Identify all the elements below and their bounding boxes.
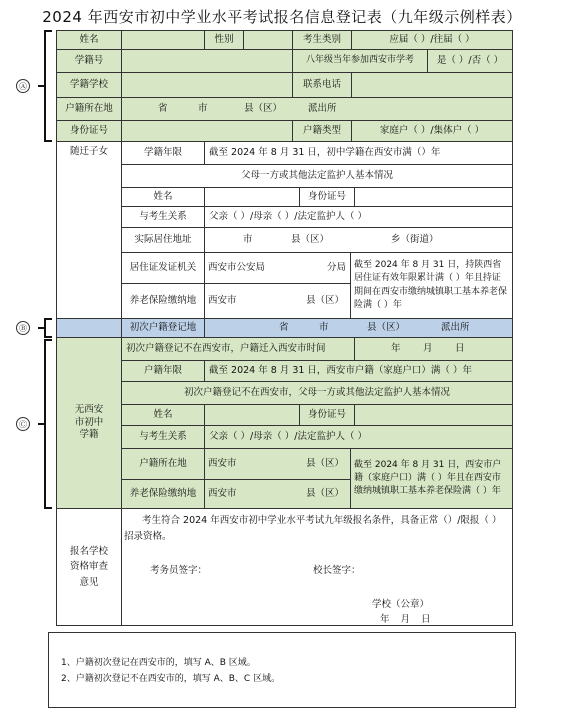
section-c-marker: Ⓒ — [16, 417, 30, 431]
migrant-parent-id-field[interactable] — [354, 187, 513, 207]
migrant-relation-field[interactable]: 父亲（ ）/母亲（ ）/法定监护人（ ） — [204, 206, 513, 228]
school-label: 学籍学校 — [56, 72, 122, 98]
c-parent-name-field[interactable] — [204, 404, 300, 426]
first-reg-county: 县（区） — [367, 321, 406, 333]
hukou-police: 派出所 — [308, 102, 337, 114]
section-b-marker: Ⓑ — [16, 321, 30, 335]
principal-signature-label: 校长签字： — [313, 565, 361, 576]
migrant-side-label: 随迁子女 — [56, 141, 122, 319]
instruction-line-2: 2、户籍初次登记不在西安市的，填写 A、B、C 区域。 — [61, 674, 281, 685]
c-parent-name-label: 姓名 — [121, 404, 205, 426]
name-field[interactable] — [121, 30, 205, 50]
c-combined-note: 截至 2024 年 8 月 31 日，西安市户籍（家庭户口）满（ ）年且在西安市缴纳城镇职工基本养老保险满（ ）年 — [350, 448, 513, 509]
c-pension-field[interactable] — [204, 479, 351, 509]
c-years-field[interactable]: 截至 2024 年 8 月 31 日，西安市户籍（家庭户口）满（ ）年 — [204, 360, 513, 382]
section-b-brace — [44, 318, 52, 338]
first-reg-time-label: 初次户籍登记不在西安市，户籍迁入西安市时间 — [121, 337, 355, 361]
c-pension-city: 西安市 — [208, 487, 237, 499]
hukou-city: 市 — [198, 102, 208, 114]
hukou-type-label: 户籍类型 — [292, 120, 352, 142]
hukou-type-field[interactable]: 家庭户（ ）/集体户（ ） — [351, 120, 513, 142]
c-parent-id-label: 身份证号 — [299, 404, 355, 426]
first-reg-month: 月 — [423, 342, 433, 354]
migrant-pension-county: 县（区） — [305, 294, 344, 306]
phone-field[interactable] — [351, 72, 513, 98]
instructions-box — [48, 632, 516, 708]
hukou-province: 省 — [158, 102, 168, 114]
permit-note: 截至 2024 年 8 月 31 日，持陕西省居住证有效年限累计满（ ）年且持证期间在西安市缴纳城镇职工基本养老保险满（ ）年 — [350, 252, 513, 319]
name-label: 姓名 — [56, 30, 122, 50]
c-relation-label: 与考生关系 — [121, 425, 205, 449]
residence-county: 县（区） — [291, 233, 330, 245]
migrant-parent-name-field[interactable] — [204, 187, 300, 207]
c-pension-county: 县（区） — [305, 487, 344, 499]
student-id-field[interactable] — [121, 49, 293, 73]
school-stamp-label: 学校（公章） — [372, 599, 430, 610]
permit-branch: 分局 — [326, 261, 346, 273]
c-parent-id-field[interactable] — [354, 404, 513, 426]
form-title: 2024 年西安市初中学业水平考试报名信息登记表（九年级示例样表） — [42, 8, 522, 26]
section-c-brace — [44, 339, 52, 509]
migrant-parent-id-label: 身份证号 — [299, 187, 355, 207]
first-reg-label: 初次户籍登记地 — [121, 318, 205, 338]
first-reg-time-field[interactable] — [354, 337, 513, 361]
section-c-side-label: 无西安市初中学籍 — [56, 337, 122, 509]
c-relation-field[interactable]: 父亲（ ）/母亲（ ）/法定监护人（ ） — [204, 425, 513, 449]
exam-type-field[interactable]: 应届（ ）/往届（ ） — [351, 30, 513, 50]
school-field[interactable] — [121, 72, 293, 98]
c-hukou-field[interactable] — [204, 448, 351, 480]
examiner-signature-label: 考务员签字： — [150, 565, 208, 576]
first-reg-police: 派出所 — [441, 321, 470, 333]
first-reg-year: 年 — [391, 342, 401, 354]
migrant-parent-name-label: 姓名 — [121, 187, 205, 207]
migrant-parent-header: 父母一方或其他法定监护人基本情况 — [121, 164, 513, 188]
migrant-years-label: 学籍年限 — [121, 141, 205, 165]
c-years-label: 户籍年限 — [121, 360, 205, 382]
residence-city: 市 — [243, 233, 253, 245]
section-a-brace-notch — [38, 85, 44, 87]
residence-label: 实际居住地址 — [121, 227, 205, 253]
hukou-county: 县（区） — [244, 102, 283, 114]
id-number-field[interactable] — [121, 120, 293, 142]
first-reg-field[interactable] — [204, 318, 513, 338]
section-a-brace — [44, 30, 52, 142]
gender-field[interactable] — [243, 30, 293, 50]
first-reg-day: 日 — [455, 342, 465, 354]
c-hukou-label: 户籍所在地 — [121, 448, 205, 480]
instruction-line-1: 1、户籍初次登记在西安市的，填写 A、B 区域。 — [61, 658, 256, 668]
residence-town: 乡（街道） — [391, 233, 439, 245]
residence-field[interactable] — [204, 227, 513, 253]
first-reg-province: 省 — [279, 321, 289, 333]
migrant-pension-label: 养老保险缴纳地 — [121, 283, 205, 319]
permit-issuer: 西安市公安局 — [208, 261, 266, 273]
permit-label: 居住证发证机关 — [121, 252, 205, 284]
c-hukou-city: 西安市 — [208, 457, 237, 469]
c-hukou-county: 县（区） — [305, 457, 344, 469]
hukou-location-field[interactable] — [121, 97, 513, 121]
student-id-label: 学籍号 — [56, 49, 122, 73]
migrant-years-field[interactable]: 截至 2024 年 8 月 31 日，初中学籍在西安市满（）年 — [204, 141, 513, 165]
permit-field[interactable] — [204, 252, 351, 284]
migrant-relation-label: 与考生关系 — [121, 206, 205, 228]
c-pension-label: 养老保险缴纳地 — [121, 479, 205, 509]
section-c-brace-notch — [38, 423, 44, 425]
gender-label: 性别 — [204, 30, 244, 50]
grade8-label: 八年级当年参加西安市学考 — [292, 49, 428, 73]
migrant-pension-city: 西安市 — [208, 294, 237, 306]
c-parent-header: 初次户籍登记不在西安市，父母一方或其他法定监护人基本情况 — [121, 381, 513, 405]
phone-label: 联系电话 — [292, 72, 352, 98]
exam-type-label: 考生类别 — [292, 30, 352, 50]
review-side-label: 报名学校资格审查意见 — [56, 508, 122, 626]
grade8-field[interactable]: 是（ ）/否（ ） — [427, 49, 513, 73]
review-date-label: 年 月 日 — [380, 614, 431, 625]
id-number-label: 身份证号 — [56, 120, 122, 142]
section-b-brace-notch — [38, 327, 44, 329]
section-b-side — [56, 318, 122, 338]
first-reg-city: 市 — [319, 321, 329, 333]
section-a-marker: Ⓐ — [16, 79, 30, 93]
hukou-location-label: 户籍所在地 — [56, 97, 122, 121]
migrant-pension-field[interactable] — [204, 283, 351, 319]
review-statement: 考生符合 2024 年西安市初中学业水平考试九年级报名条件，具备正常（）/限报（ ）招录资格。 — [124, 515, 502, 543]
